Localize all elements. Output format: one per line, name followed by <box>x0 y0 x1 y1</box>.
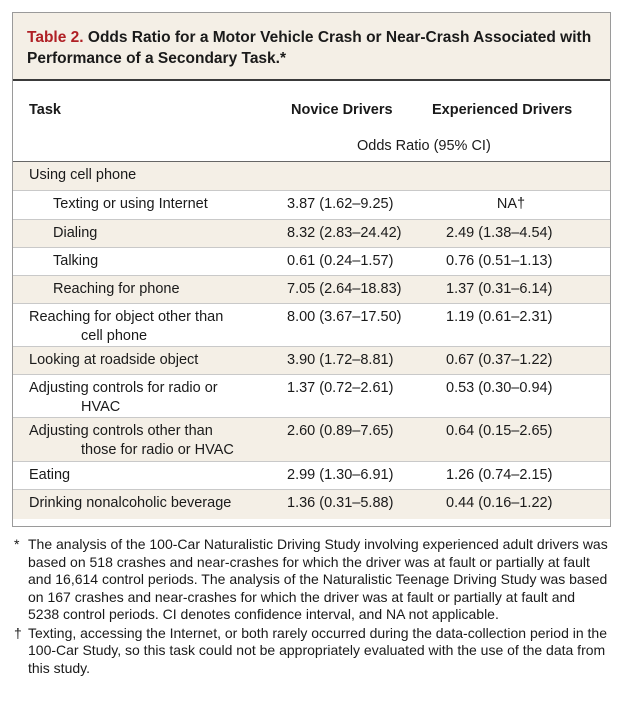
task-label: Reaching for phone <box>53 281 180 297</box>
task-cell <box>53 252 98 271</box>
task-cell <box>53 280 180 299</box>
footnotes <box>14 536 610 678</box>
novice-odds-ratio: 8.00 (3.67–17.50) <box>287 309 402 325</box>
footnote <box>14 536 610 624</box>
task-label-continued: cell phone <box>81 328 148 344</box>
experienced-odds-ratio: 1.26 (0.74–2.15) <box>446 467 553 483</box>
novice-odds-ratio: 2.60 (0.89–7.65) <box>287 423 394 439</box>
footnote-text: The analysis of the 100-Car Naturalistic Driving Study involving experienced adult drivers was based on 518 crashes and near-crashes for which the driver was at fault or partially at fault and 16,614 control periods. The analysis of the Naturalistic Teenage Driving Study was based on 167 crashes and near-crashes for which the driver was at fault or partially at fault and 5238 control periods. CI denotes confidence interval, and NA not applicable. <box>28 536 608 622</box>
experienced-odds-ratio: 0.67 (0.37–1.22) <box>446 352 553 368</box>
footnote <box>14 625 610 678</box>
table-row <box>13 248 610 276</box>
task-cell <box>29 308 223 346</box>
table-row <box>13 490 610 519</box>
table-frame <box>12 12 611 527</box>
task-label: Looking at roadside object <box>29 352 199 368</box>
table-row <box>13 304 610 347</box>
task-cell <box>53 224 97 243</box>
novice-odds-ratio: 0.61 (0.24–1.57) <box>287 253 394 269</box>
experienced-odds-ratio: 1.37 (0.31–6.14) <box>446 281 553 297</box>
task-cell <box>29 166 136 185</box>
novice-odds-ratio: 7.05 (2.64–18.83) <box>287 281 402 297</box>
table-row <box>13 418 610 462</box>
task-label: Talking <box>53 253 99 269</box>
task-label: Drinking nonalcoholic beverage <box>29 495 232 511</box>
task-label: Dialing <box>53 225 98 241</box>
novice-odds-ratio: 3.87 (1.62–9.25) <box>287 196 394 212</box>
task-label: Adjusting controls other than <box>29 423 213 439</box>
novice-odds-ratio: 1.37 (0.72–2.61) <box>287 380 394 396</box>
table-row <box>13 375 610 418</box>
header-task: Task <box>29 102 61 118</box>
table-row <box>13 462 610 490</box>
task-cell <box>53 195 208 214</box>
footnote-symbol: † <box>14 624 22 641</box>
table-header <box>13 81 610 162</box>
footnote-text: Texting, accessing the Internet, or both rarely occurred during the data-collection period in the 100-Car Study, so this task could not be appropriately evaluated with the use of the data from this study. <box>28 624 607 676</box>
task-cell <box>29 379 218 417</box>
table-title <box>13 13 610 81</box>
experienced-odds-ratio: 1.19 (0.61–2.31) <box>446 309 553 325</box>
novice-odds-ratio: 2.99 (1.30–6.91) <box>287 467 394 483</box>
experienced-odds-ratio: 0.64 (0.15–2.65) <box>446 423 553 439</box>
task-cell <box>29 466 70 485</box>
header-novice: Novice Drivers <box>291 102 393 118</box>
task-cell <box>29 422 234 460</box>
task-label: Eating <box>29 467 71 483</box>
table-row <box>13 276 610 304</box>
table-number: Table 2. <box>27 29 84 46</box>
novice-odds-ratio: 1.36 (0.31–5.88) <box>287 495 394 511</box>
table-row <box>13 191 610 220</box>
novice-odds-ratio: 8.32 (2.83–24.42) <box>287 225 402 241</box>
experienced-odds-ratio: 2.49 (1.38–4.54) <box>446 225 553 241</box>
footnote-symbol: * <box>14 536 20 552</box>
header-experienced: Experienced Drivers <box>432 102 573 118</box>
experienced-odds-ratio: NA† <box>496 196 526 212</box>
table-row <box>13 347 610 375</box>
task-cell <box>29 351 198 370</box>
task-label: Reaching for object other than <box>29 309 224 325</box>
task-label-continued: HVAC <box>81 399 121 415</box>
table-body <box>13 162 610 519</box>
table-caption: Odds Ratio for a Motor Vehicle Crash or Near-Crash Associated with Performance of a Secondary Task.* <box>27 29 592 67</box>
table-row <box>13 162 610 191</box>
header-odds-ratio: Odds Ratio (95% CI) <box>357 138 491 154</box>
task-label: Adjusting controls for radio or <box>29 380 218 396</box>
experienced-odds-ratio: 0.53 (0.30–0.94) <box>446 380 553 396</box>
task-label: Texting or using Internet <box>53 196 208 212</box>
task-label-continued: those for radio or HVAC <box>81 442 234 458</box>
experienced-odds-ratio: 0.44 (0.16–1.22) <box>446 495 553 511</box>
experienced-odds-ratio: 0.76 (0.51–1.13) <box>446 253 553 269</box>
task-cell <box>29 494 231 513</box>
task-label: Using cell phone <box>29 167 137 183</box>
novice-odds-ratio: 3.90 (1.72–8.81) <box>287 352 394 368</box>
table-row <box>13 220 610 248</box>
